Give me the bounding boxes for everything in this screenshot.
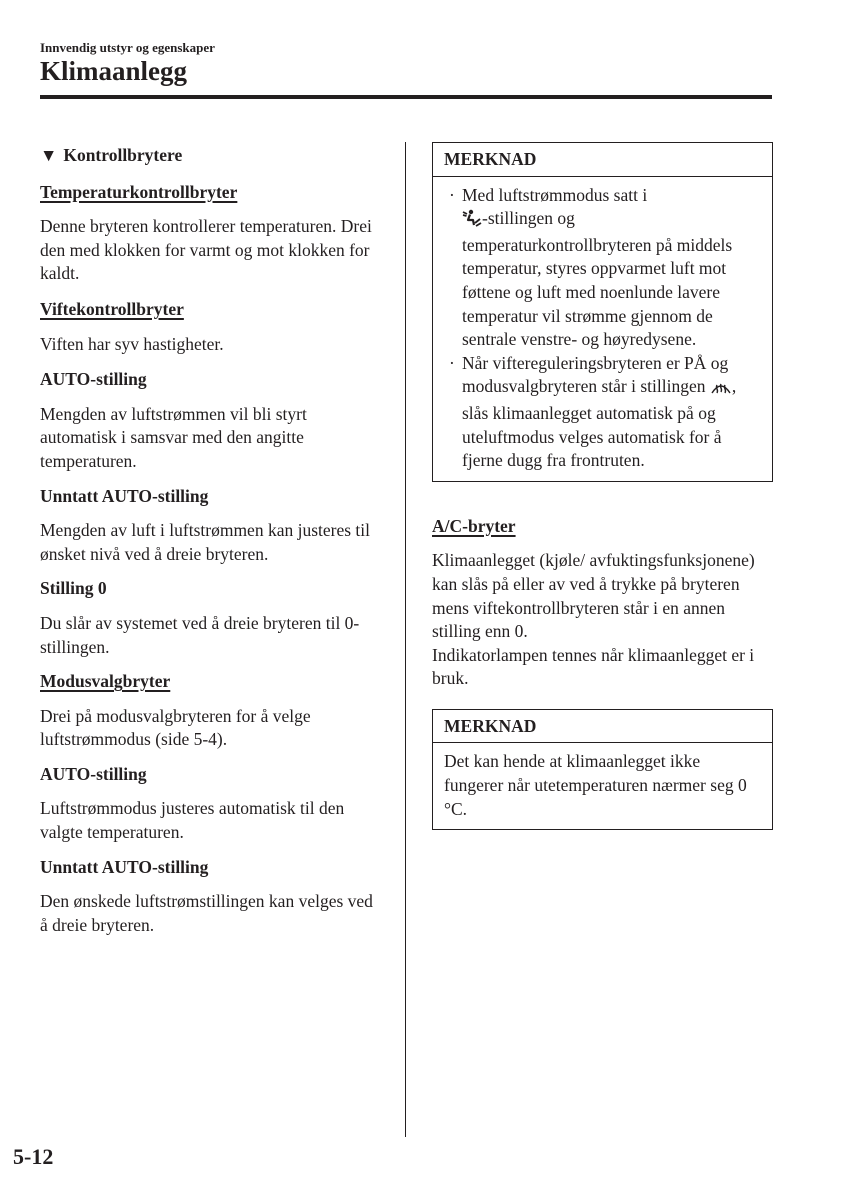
temperature-switch-text: Denne bryteren kontrollerer temperaturen. Drei den med klokken for varmt og mot klokken for kaldt. [40, 216, 372, 284]
ac-switch-text-2: Indikatorlampen tennes når klimaanlegget er i bruk. [432, 644, 755, 689]
ac-switch-heading: A/C-bryter [432, 515, 516, 536]
mode-auto-text: Luftstrømmodus justeres automatisk til den valgte temperaturen. [40, 798, 345, 843]
note-body: Det kan hende at klimaanlegget ikke fungerer når utetemperaturen nærmer seg 0 °C. [444, 751, 747, 819]
bullet-text-pre: Med luftstrømmodus satt i [462, 184, 648, 205]
right-column [432, 142, 773, 830]
auto-position-text: Mengden av luftstrømmen vil bli styrt automatisk i samsvar med den angitte temperaturen. [40, 403, 307, 471]
floor-and-face-airflow-icon [462, 209, 482, 234]
ac-switch-text: Klimaanlegget (kjøle/ avfuktingsfunksjonene) kan slås på eller av ved å trykke på bryteren mens viftekontrollbryteren står i en annen stilling enn 0. [432, 550, 755, 642]
note-bullet-text [462, 352, 761, 473]
note-body [433, 177, 772, 481]
mode-except-auto-heading: Unntatt AUTO-stilling [40, 856, 209, 877]
note-title: MERKNAD [433, 710, 772, 744]
page-title: Klimaanlegg [40, 56, 187, 86]
bullet-dot: · [449, 184, 455, 205]
title-rule [40, 95, 772, 99]
mode-except-auto-text: Den ønskede luftstrømstillingen kan velges ved å dreie bryteren. [40, 891, 373, 935]
auto-position-heading: AUTO-stilling [40, 369, 147, 390]
fan-switch-text: Viften har syv hastigheter. [40, 333, 224, 354]
controls-heading-text: Kontrollbrytere [63, 145, 183, 165]
note-bullet [444, 184, 761, 352]
bullet-dot: · [449, 352, 455, 373]
section-label: Innvendig utstyr og egenskaper [40, 40, 215, 55]
bullet-text-post: , slås klimaanlegget automatisk på og uteluftmodus velges automatisk for å fjerne dugg fra frontruten. [462, 376, 737, 471]
note-box-2 [432, 709, 773, 830]
position-zero-text: Du slår av systemet ved å dreie bryteren til 0-stillingen. [40, 612, 360, 657]
page-number: 5-12 [13, 1144, 54, 1169]
fan-switch-heading: Viftekontrollbryter [40, 298, 184, 319]
temperature-switch-heading: Temperaturkontrollbryter [40, 181, 238, 202]
left-column [40, 142, 385, 937]
controls-heading [40, 144, 385, 168]
mode-switch-heading: Modusvalgbryter [40, 671, 171, 692]
except-auto-heading: Unntatt AUTO-stilling [40, 485, 209, 506]
note-bullet-text [462, 184, 761, 352]
bullet-text-pre: Når viftereguleringsbryteren er PÅ og modusvalgbryteren står i stillingen [462, 352, 729, 397]
triangle-marker-icon: ▼ [40, 145, 58, 165]
mode-switch-text: Drei på modusvalgbryteren for å velge luftstrømmodus (side 5-4). [40, 705, 311, 750]
note-title: MERKNAD [433, 143, 772, 177]
bullet-text-post: -stillingen og temperaturkontrollbryteren på middels temperatur, styres oppvarmet luft mot føttene og luft med noenlunde lavere temperatur vil strømme gjennom de sentrale venstre- og høyredysene. [462, 208, 733, 350]
mode-auto-heading: AUTO-stilling [40, 763, 147, 784]
position-zero-heading: Stilling 0 [40, 578, 107, 599]
except-auto-text: Mengden av luft i luftstrømmen kan justeres til ønsket nivå ved å dreie bryteren. [40, 520, 371, 564]
column-divider [405, 142, 406, 1137]
note-bullet [444, 352, 761, 473]
note-box-1 [432, 142, 773, 482]
windshield-defroster-icon [710, 377, 732, 402]
